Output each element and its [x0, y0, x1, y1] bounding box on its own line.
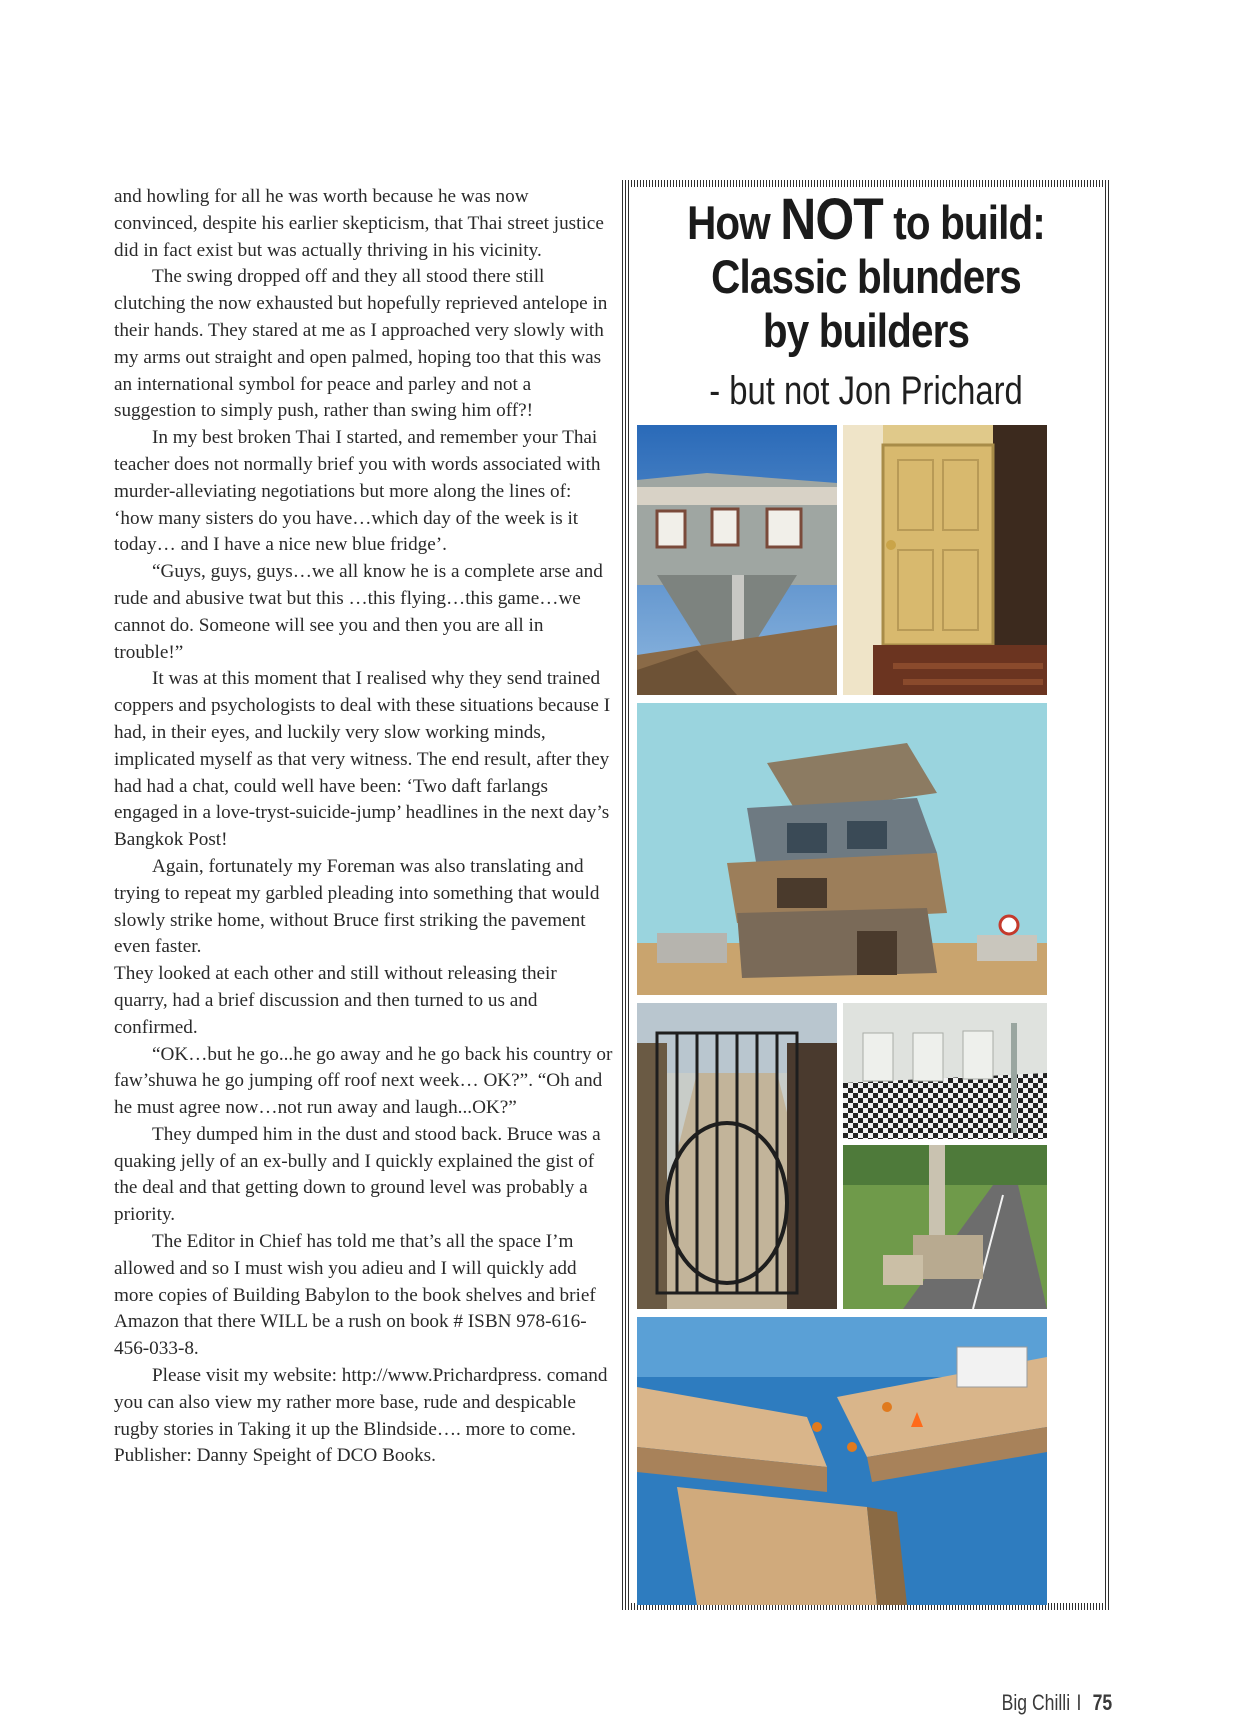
article-paragraph: They looked at each other and still without releasing their quarry, had a brief discussion and then turned to us and confirmed. — [114, 963, 557, 1038]
article-paragraph: “Guys, guys, guys…we all know he is a complete arse and rude and abusive twat but this …this flying…this game…we cannot do. Someone will see you and then you are all in trouble!” — [114, 561, 603, 663]
headline-word-how: How — [687, 196, 770, 249]
photo-misaligned-bridge — [637, 1317, 1047, 1605]
photo-upside-down-house — [637, 425, 837, 695]
sidebar-box — [622, 180, 1110, 1610]
article-paragraph: The swing dropped off and they all stood there still clutching the now exhausted but hopefully reprieved antelope in their hands. They stared at me as I approached very slowly with my arms out straight and open palmed, hoping too that this was an international symbol for peace and parley and not a suggestion to simply push, rather than swing him off?! — [114, 266, 608, 422]
sidebar-headline — [662, 187, 1070, 358]
sidebar-subhead: - but not Jon Prichard — [709, 369, 1023, 413]
headline-line-2: Classic blunders — [711, 250, 1021, 303]
article-paragraph: Again, fortunately my Foreman was also translating and trying to repeat my garbled pleading into something that would slowly strike home, without Bruce first striking the pavement even faster. — [114, 855, 600, 958]
article-body — [114, 184, 614, 1470]
photo-door-over-stairwell — [843, 425, 1047, 695]
headline-line-3: by builders — [762, 304, 970, 357]
article-paragraph: Please visit my website: http://www.Prichardpress. comand you can also view my rather more base, rude and despicable rugby stories in Taking it up the Blindside…. more to come. — [114, 1365, 608, 1440]
publisher-credit: Publisher: Danny Speight of DCO Books. — [114, 1445, 436, 1467]
photo-tiled-washroom — [843, 1003, 1047, 1139]
page-footer — [1001, 1690, 1112, 1716]
photo-pole-on-cycle-path — [843, 1145, 1047, 1309]
article-paragraph: The Editor in Chief has told me that’s all the space I’m allowed and so I must wish you adieu and I will quickly add more copies of Building Babylon to the book shelves and brief Amazon that there WILL be a rush on book # ISBN 978-616-456-033-8. — [114, 1231, 596, 1360]
page-number: 75 — [1092, 1690, 1112, 1715]
photo-gate-on-walkway — [637, 1003, 837, 1309]
article-paragraph: “OK…but he go...he go away and he go back his country or faw’shuwa he go jumping off roof next week… OK?”. “Oh and he must agree now…not run away and laugh...OK?” — [114, 1043, 613, 1119]
article-paragraph: In my best broken Thai I started, and remember your Thai teacher does not normally brief you with words associated with murder-alleviating negotiations but more along the lines of: ‘how many sisters do you have…which day of the week is it today… and I have a nice new blue fridge’. — [114, 427, 601, 556]
headline-word-to-build: to build: — [893, 196, 1045, 249]
article-paragraph: They dumped him in the dust and stood back. Bruce was a quaking jelly of an ex-bully and I quickly explained the gist of the deal and that getting down to ground level was probably a priority. — [114, 1123, 601, 1226]
article-paragraph: and howling for all he was worth because he was now convinced, despite his earlier skepticism, that Thai street justice did in fact exist but was actually thriving in his vicinity. — [114, 186, 604, 261]
photo-stacked-crooked-house — [637, 703, 1047, 995]
magazine-name: Big Chilli — [1001, 1690, 1070, 1715]
footer-separator: I — [1076, 1690, 1082, 1715]
headline-word-not: NOT — [780, 187, 883, 252]
article-paragraph: It was at this moment that I realised why they send trained coppers and psychologists to deal with these situations because I had, in their eyes, and luckily very slow working minds, implicated myself as that very witness. The end result, after they had had a chat, could well have been: ‘Two daft farlangs engaged in a love-tryst-suicide-jump’ headlines in the next day’s Bangkok Post! — [114, 668, 611, 851]
